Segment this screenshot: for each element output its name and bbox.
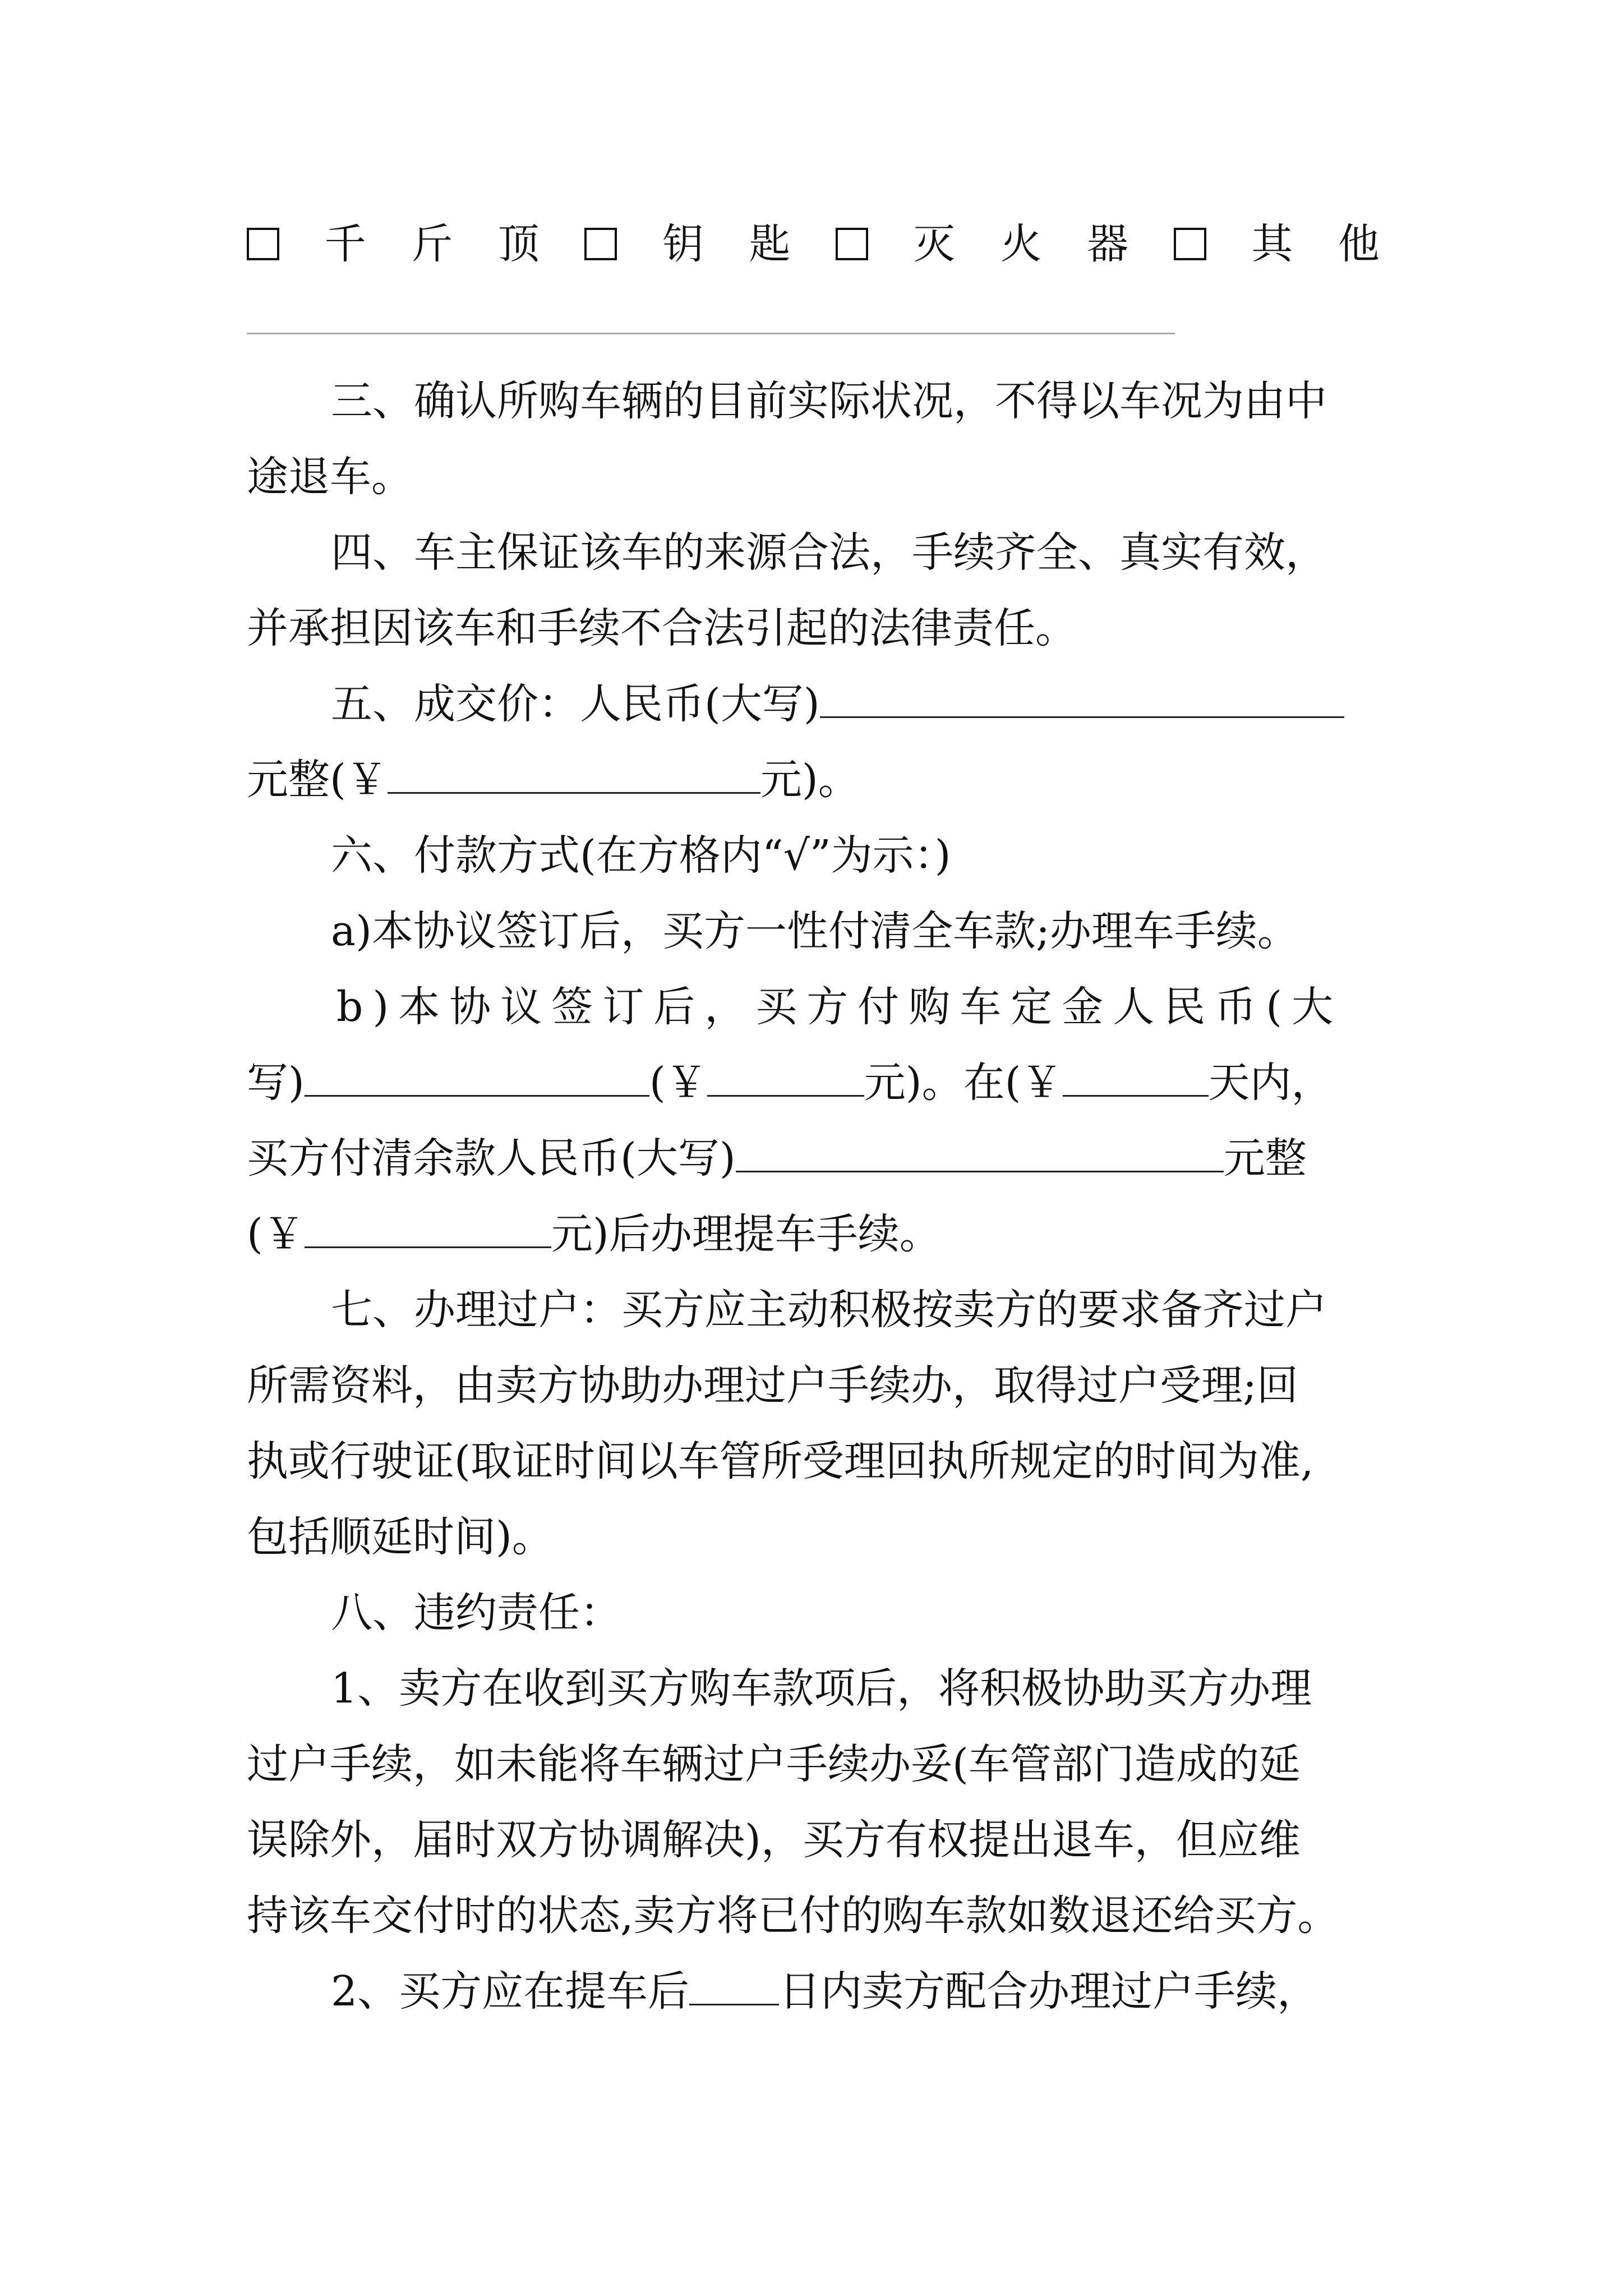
payment-option-b-line3 xyxy=(247,1130,1380,1186)
price-words-blank[interactable] xyxy=(820,677,1344,718)
payment-option-b-line4 xyxy=(247,1206,1380,1262)
para3-line2: 途退车。 xyxy=(247,453,413,501)
para3-line1: 三、确认所购车辆的目前实际状况，不得以车况为由中 xyxy=(331,377,1327,425)
label-text: 日内卖方配合办理过户手续， xyxy=(779,1967,1319,2016)
balance-number-blank[interactable] xyxy=(305,1207,551,1248)
checkbox-icon[interactable] xyxy=(1174,228,1206,260)
clause1-line2: 过户手续，如未能将车辆过户手续办妥(车管部门造成的延 xyxy=(247,1740,1301,1788)
price-label: 五、成交价：人民币(大写) xyxy=(331,680,820,728)
tools-checklist-line xyxy=(247,216,1380,272)
clause1-line1: 1、卖方在收到买方购车款项后，将积极协助买方办理 xyxy=(331,1664,1312,1713)
label-text: 元)后办理提车手续。 xyxy=(551,1210,941,1258)
tool-char: 其 xyxy=(1251,220,1293,268)
para7-line2: 所需资料，由卖方协助办理过户手续办，取得过户受理;回 xyxy=(247,1361,1298,1410)
para4-line2: 并承担因该车和手续不合法引起的法律责任。 xyxy=(247,604,1077,652)
days-blank[interactable] xyxy=(1063,1056,1209,1097)
price-number-blank[interactable] xyxy=(388,753,760,794)
checkbox-icon[interactable] xyxy=(836,228,868,260)
tool-char: 灭 xyxy=(913,220,955,268)
price-yuan-end: 元)。 xyxy=(760,756,860,804)
label-text: (￥ xyxy=(649,1059,707,1107)
tool-char: 火 xyxy=(1000,220,1042,268)
label-text: (￥ xyxy=(247,1210,305,1258)
tool-char: 他 xyxy=(1338,220,1380,268)
payment-option-b-line2 xyxy=(247,1055,1380,1111)
deposit-number-blank[interactable] xyxy=(707,1056,864,1097)
para4-line1: 四、车主保证该车的来源合法，手续齐全、真实有效， xyxy=(331,528,1327,577)
para7-line1: 七、办理过户：买方应主动积极按卖方的要求备齐过户 xyxy=(331,1286,1327,1334)
tool-char: 器 xyxy=(1087,220,1129,268)
deposit-words-blank[interactable] xyxy=(305,1056,649,1097)
clause1-line3: 误除外，届时双方协调解决)，买方有权提出退车，但应维 xyxy=(247,1816,1301,1864)
checkbox-icon[interactable] xyxy=(584,228,617,260)
tool-char: 顶 xyxy=(497,220,540,268)
para6-title: 六、付款方式(在方格内“√”为示：) xyxy=(331,831,951,880)
label-text: 写) xyxy=(247,1059,305,1107)
clause1-line4: 持该车交付时的状态,卖方将已付的购车款如数退还给买方。 xyxy=(247,1892,1339,1940)
payment-option-b-text: b)本协议签订后，买方付购车定金人民币(大 xyxy=(336,983,1343,1031)
label-text: 2、买方应在提车后 xyxy=(331,1967,690,2016)
tool-char: 斤 xyxy=(411,220,453,268)
para7-line4: 包括顺延时间)。 xyxy=(247,1513,554,1561)
balance-words-blank[interactable] xyxy=(736,1131,1224,1172)
tool-char: 匙 xyxy=(749,220,791,268)
clause2-line1 xyxy=(247,1963,1380,2019)
label-text: 买方付清余款人民币(大写) xyxy=(247,1134,736,1182)
label-text: 元整 xyxy=(1223,1134,1307,1182)
price-yuan-label: 元整(￥ xyxy=(247,756,388,804)
para5-line1 xyxy=(247,676,1380,732)
para7-line3: 执或行驶证(取证时间以车管所受理回执所规定的时间为准, xyxy=(247,1437,1314,1485)
label-text: 元)。在(￥ xyxy=(864,1059,1063,1107)
payment-option-b-line1 xyxy=(247,979,1380,1035)
para5-line2 xyxy=(247,752,1380,808)
tool-char: 钥 xyxy=(662,220,704,268)
document-page xyxy=(247,0,1380,2296)
other-items-blank-line xyxy=(247,333,1175,334)
tool-char: 千 xyxy=(324,220,366,268)
label-text: 天内， xyxy=(1208,1059,1333,1107)
payment-option-a: a)本协议签订后，买方一性付清全车款;办理车手续。 xyxy=(331,907,1299,955)
transfer-days-blank[interactable] xyxy=(689,1964,779,2005)
checkbox-icon[interactable] xyxy=(247,228,279,260)
para8-title: 八、违约责任： xyxy=(331,1589,621,1637)
